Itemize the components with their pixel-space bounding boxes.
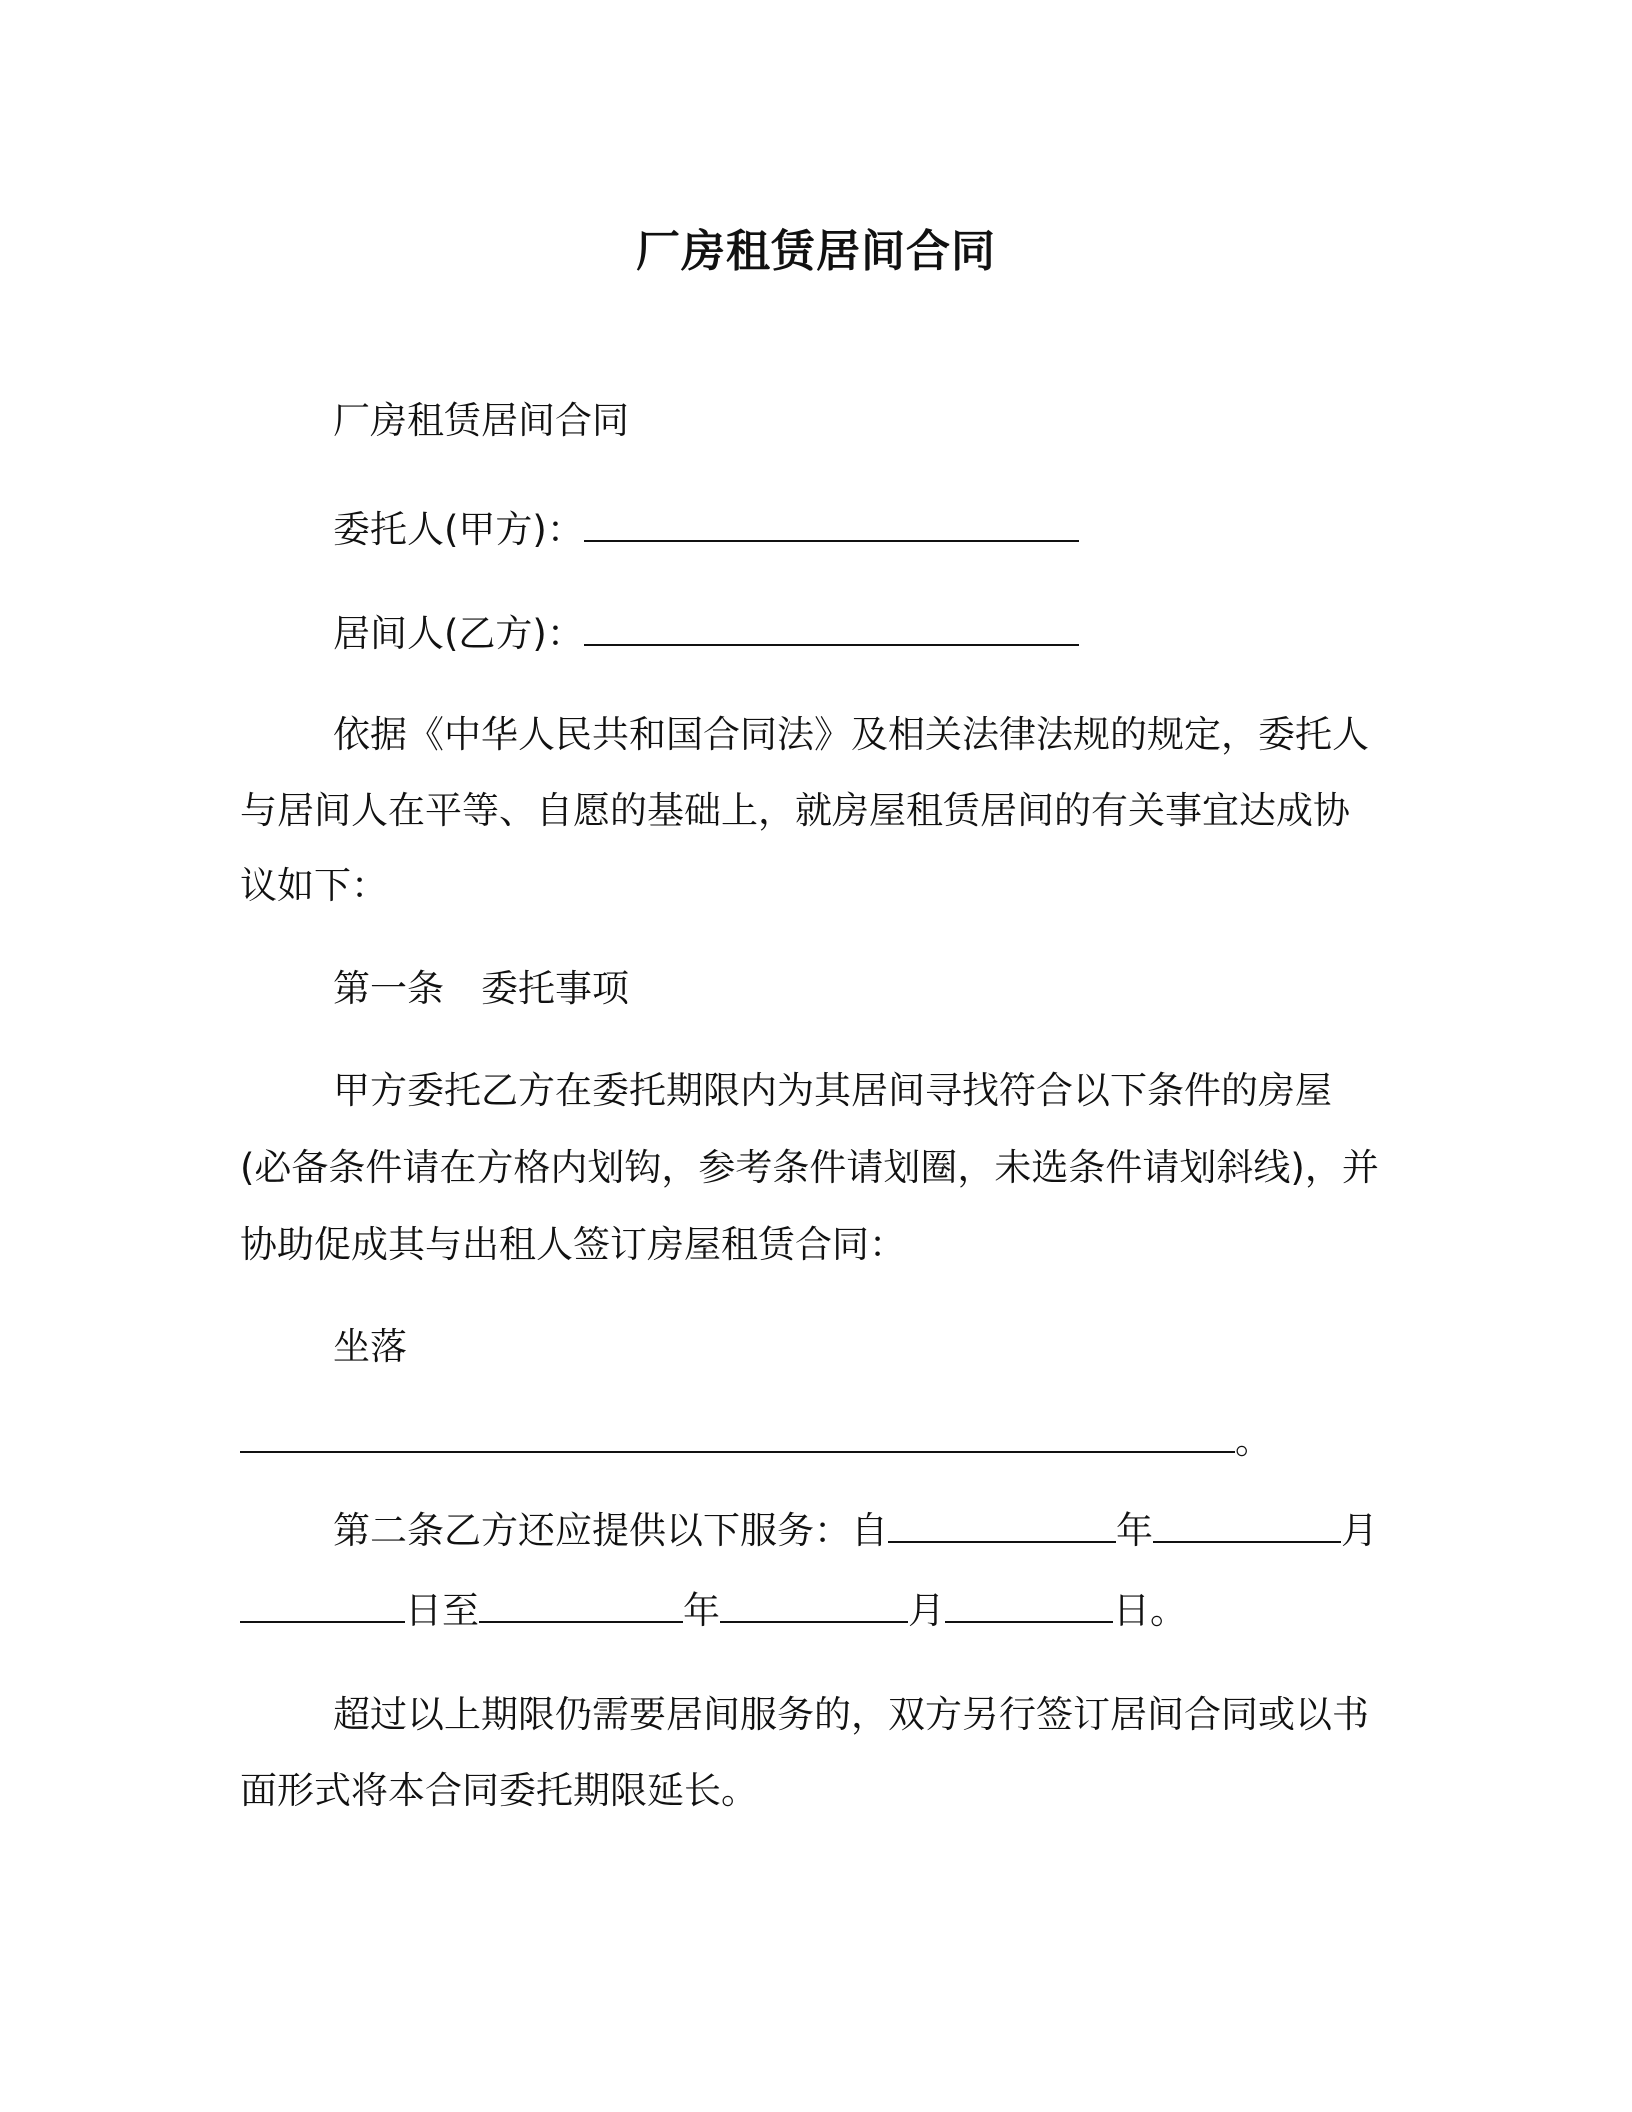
article1-text-line: 甲方委托乙方在委托期限内为其居间寻找符合以下条件的房屋: [333, 1069, 1332, 1112]
location-blank: [240, 1417, 1235, 1453]
start-day-blank: [240, 1587, 405, 1623]
start-year-blank: [888, 1507, 1116, 1543]
article2-line: [333, 1506, 1483, 1556]
article2-line: [240, 1586, 1390, 1636]
preamble-line: 与居间人在平等、自愿的基础上，就房屋租赁居间的有关事宜达成协: [240, 789, 1350, 832]
preamble-line: 依据《中华人民共和国合同法》及相关法律法规的规定，委托人: [333, 713, 1369, 756]
intermediary-label: 居间人(乙方)：: [333, 612, 584, 655]
extension-line: 面形式将本合同委托期限延长。: [240, 1769, 758, 1812]
location-label: 坐落: [333, 1325, 407, 1368]
intermediary-line: [333, 609, 1483, 659]
end-year-blank: [479, 1587, 683, 1623]
month-label: 月: [908, 1589, 945, 1632]
principal-label: 委托人(甲方)：: [333, 508, 584, 551]
preamble-line: 议如下：: [240, 864, 388, 907]
end-month-blank: [720, 1587, 908, 1623]
principal-line: [333, 505, 1483, 555]
location-line: [240, 1416, 1390, 1466]
location-end: 。: [1235, 1419, 1272, 1462]
month-label: 月: [1341, 1509, 1378, 1552]
document-subtitle: 厂房租赁居间合同: [333, 399, 629, 442]
intermediary-blank: [584, 610, 1079, 646]
extension-line: 超过以上期限仍需要居间服务的，双方另行签订居间合同或以书: [333, 1693, 1369, 1736]
document-title: 厂房租赁居间合同: [636, 226, 996, 277]
article1-text-line: 协助促成其与出租人签订房屋租赁合同：: [240, 1223, 906, 1266]
year-label: 年: [1116, 1509, 1153, 1552]
principal-blank: [584, 506, 1079, 542]
article2-intro: 第二条乙方还应提供以下服务：自: [333, 1509, 888, 1552]
year-label: 年: [683, 1589, 720, 1632]
article1-text-line: (必备条件请在方格内划钩，参考条件请划圈，未选条件请划斜线)，并: [240, 1146, 1379, 1189]
article1-heading: 第一条 委托事项: [333, 967, 629, 1010]
start-month-blank: [1153, 1507, 1341, 1543]
day-to-label: 日至: [405, 1589, 479, 1632]
day-end-label: 日。: [1113, 1589, 1187, 1632]
end-day-blank: [945, 1587, 1113, 1623]
